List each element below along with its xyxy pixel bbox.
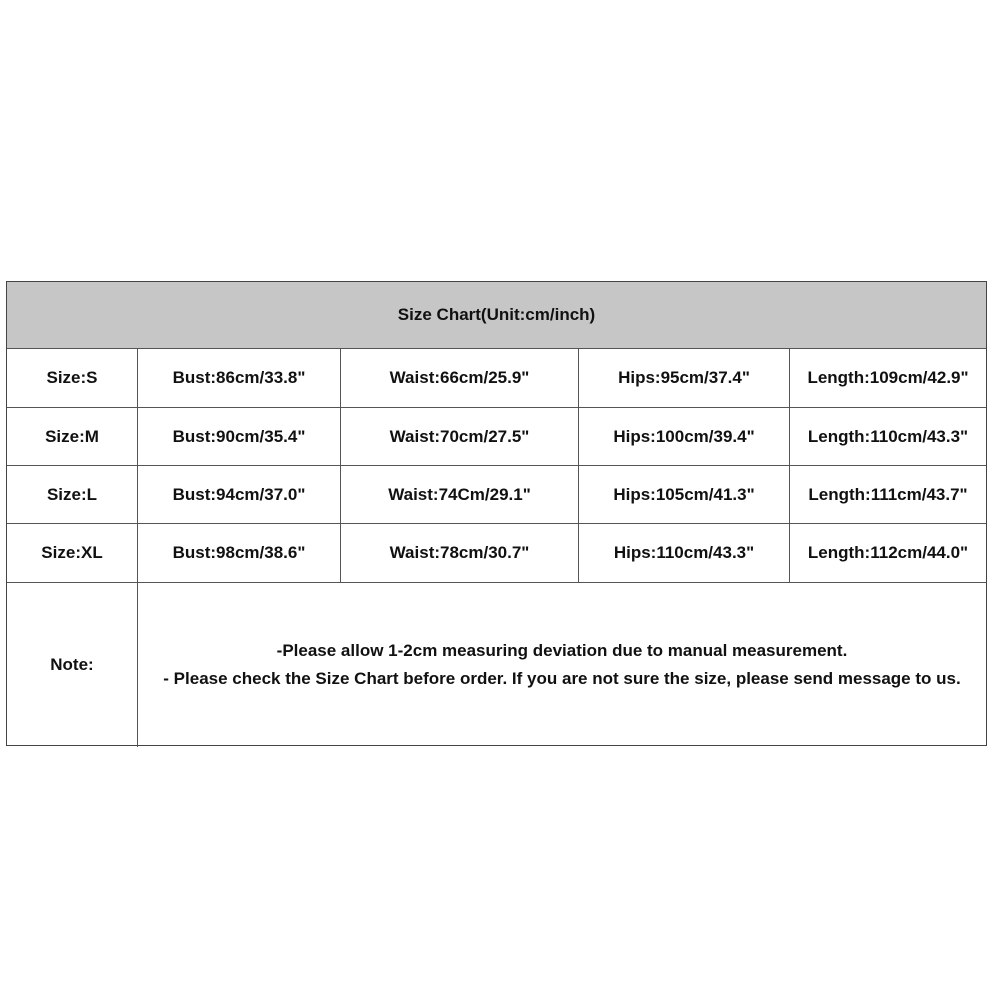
length-s: Length:109cm/42.9" [790, 349, 986, 408]
hips-m: Hips:100cm/39.4" [579, 408, 790, 466]
hips-xl: Hips:110cm/43.3" [579, 524, 790, 583]
size-label-m: Size:M [7, 408, 138, 466]
note-line-deviation: -Please allow 1-2cm measuring deviation due to manual measurement. [276, 641, 848, 660]
bust-s: Bust:86cm/33.8" [138, 349, 341, 408]
bust-m: Bust:90cm/35.4" [138, 408, 341, 466]
waist-xl: Waist:78cm/30.7" [341, 524, 579, 583]
waist-m: Waist:70cm/27.5" [341, 408, 579, 466]
waist-s: Waist:66cm/25.9" [341, 349, 579, 408]
size-label-xl: Size:XL [7, 524, 138, 583]
waist-l: Waist:74Cm/29.1" [341, 466, 579, 524]
bust-xl: Bust:98cm/38.6" [138, 524, 341, 583]
hips-s: Hips:95cm/37.4" [579, 349, 790, 408]
length-l: Length:111cm/43.7" [790, 466, 986, 524]
note-line-check-chart: - Please check the Size Chart before order. If you are not sure the size, please send message to us. [163, 669, 961, 688]
note-content [138, 583, 986, 747]
size-chart-table [6, 281, 987, 746]
bust-l: Bust:94cm/37.0" [138, 466, 341, 524]
length-xl: Length:112cm/44.0" [790, 524, 986, 583]
size-label-s: Size:S [7, 349, 138, 408]
size-label-l: Size:L [7, 466, 138, 524]
hips-l: Hips:105cm/41.3" [579, 466, 790, 524]
length-m: Length:110cm/43.3" [790, 408, 986, 466]
size-chart-title: Size Chart(Unit:cm/inch) [7, 282, 986, 349]
note-label: Note: [7, 583, 138, 747]
